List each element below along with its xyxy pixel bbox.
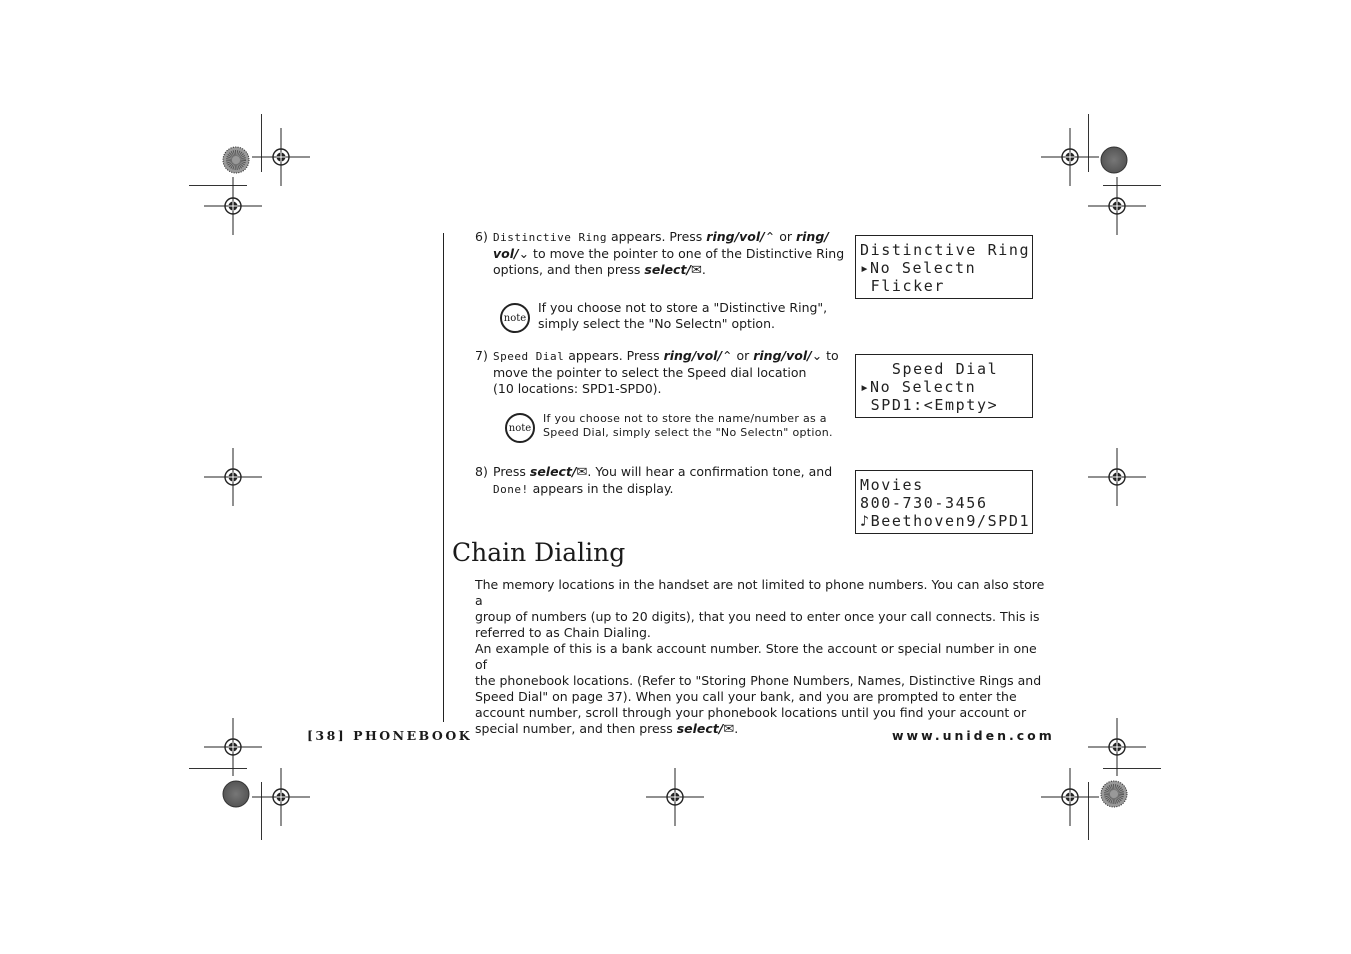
step-number: 6) (475, 229, 488, 244)
paragraph: The memory locations in the handset are not limited to phone numbers. You can also store a group of numbers (up to 20 digits), that you need to enter once your call connects. This is referred to as Chain Dialing. (475, 577, 1045, 640)
registration-mark-icon (204, 448, 262, 506)
pointer-icon: ▸ (860, 378, 871, 396)
website-url: www.uniden.com (892, 728, 1055, 743)
display-text: Done! (493, 483, 529, 496)
pointer-icon: ▸ (860, 259, 871, 277)
step-8: 8) Press select/✉. You will hear a confirmation tone, and Done! appears in the display. (475, 464, 833, 496)
starburst-target-icon (1101, 147, 1127, 173)
starburst-target-icon (223, 781, 249, 807)
music-note-icon: ♪ (860, 512, 871, 530)
up-arrow-icon: ⌃ (764, 229, 776, 244)
lcd-display-distinctive-ring: Distinctive Ring ▸No Selectn Flicker (855, 235, 1033, 299)
note-icon: note (505, 413, 535, 443)
starburst-target-icon (223, 147, 249, 173)
section-title: Chain Dialing (452, 538, 626, 567)
page-footer-label: [38] PHONEBOOK (307, 728, 473, 743)
registration-mark-icon (1041, 128, 1099, 186)
step-7: 7) Speed Dial appears. Press ring/vol/⌃ or ring/vol/⌄ to move the pointer to select the Speed dial location (10 locations: SPD1-SPD0). (475, 348, 839, 396)
note-icon: note (500, 303, 530, 333)
registration-mark-icon (1088, 718, 1146, 776)
margin-rule (443, 233, 444, 722)
registration-mark-icon (1088, 448, 1146, 506)
down-arrow-icon: ⌄ (811, 348, 823, 363)
up-arrow-icon: ⌃ (722, 348, 733, 363)
registration-mark-icon (1088, 177, 1146, 235)
down-arrow-icon: ⌄ (518, 246, 530, 261)
envelope-icon: ✉ (576, 465, 588, 480)
registration-mark-icon (646, 768, 704, 826)
envelope-icon: ✉ (691, 263, 702, 278)
note-text: If you choose not to store a "Distinctive Ring", simply select the "No Selectn" option. (538, 300, 828, 331)
note-text: If you choose not to store the name/number as a Speed Dial, simply select the "No Selectn" option. (543, 412, 833, 439)
registration-mark-icon (1041, 768, 1099, 826)
registration-mark-icon (252, 768, 310, 826)
registration-mark-icon (204, 718, 262, 776)
envelope-icon: ✉ (723, 722, 735, 737)
lcd-display-phonebook-entry: Movies 800-730-3456 ♪Beethoven9/SPD1 (855, 470, 1033, 534)
lcd-display-speed-dial: Speed Dial ▸No Selectn SPD1:<Empty> (855, 354, 1033, 418)
display-text: Speed Dial (493, 350, 565, 363)
step-6: 6) Distinctive Ring appears. Press ring/vol/⌃ or ring/ vol/⌄ to move the pointer to one of the Distinctive Ring options, and then press select/✉. (475, 229, 845, 278)
registration-mark-icon (252, 128, 310, 186)
registration-mark-icon (204, 177, 262, 235)
starburst-target-icon (1101, 781, 1127, 807)
paragraph: An example of this is a bank account number. Store the account or special number in one of the phonebook locations. (Refer to "Storing Phone Numbers, Names, Distinctive Rings and Speed Dial" on page 37). When you call your bank, and you are prompted to enter the account number, scroll through your phonebook locations until you find your account or special number, and then press select/✉. (475, 641, 1042, 737)
display-text: Distinctive Ring (493, 231, 607, 244)
